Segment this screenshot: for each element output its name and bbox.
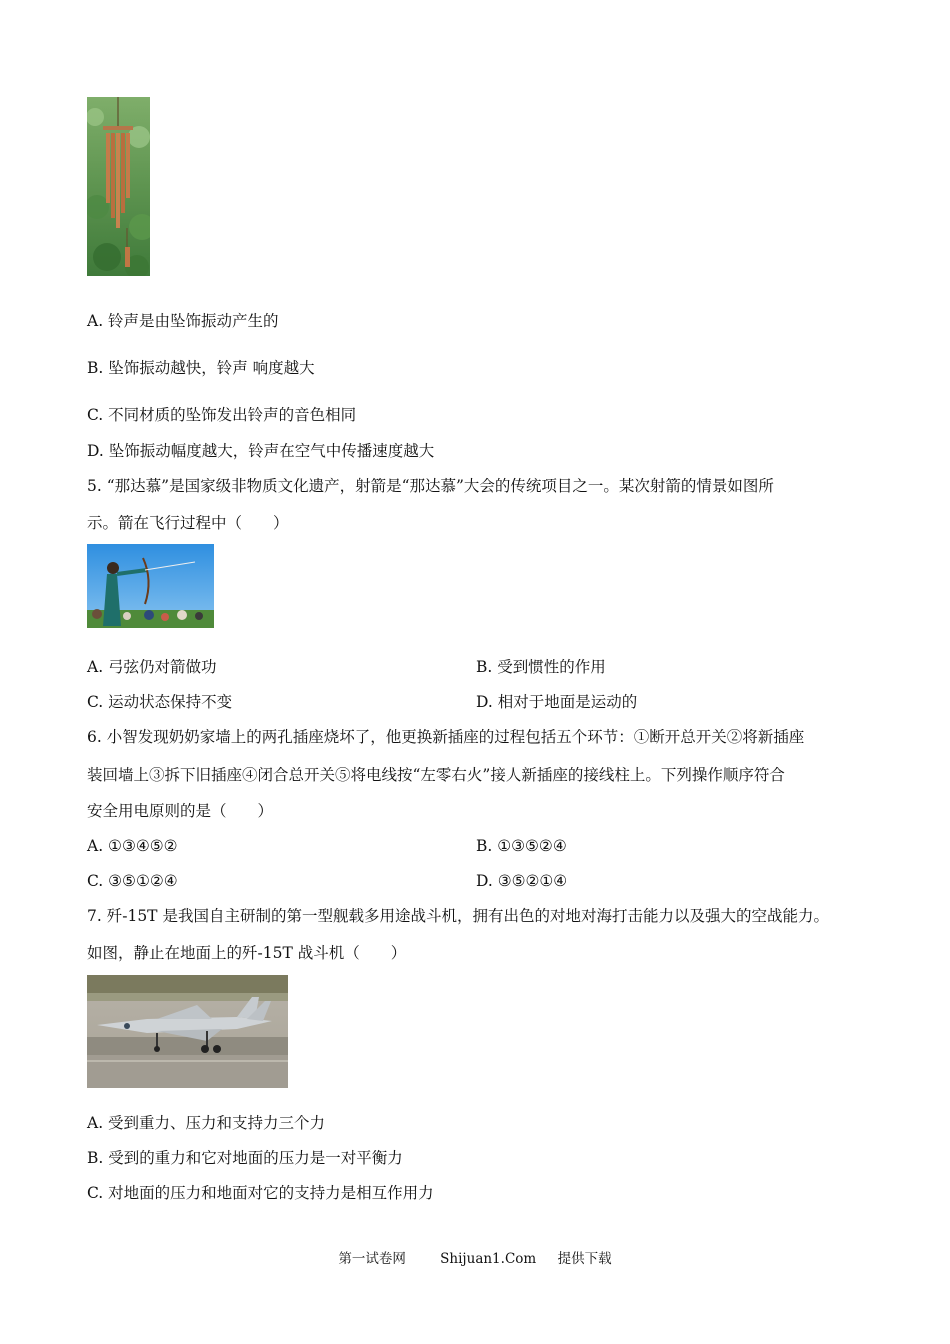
q4-option-b: B. 坠饰振动越快，铃声 响度越大	[87, 359, 315, 377]
q7-stem-line-1: 7. 歼-15T 是我国自主研制的第一型舰载多用途战斗机，拥有出色的对地对海打击能力以及强大的空战能力。	[87, 907, 829, 925]
q7-option-b: B. 受到的重力和它对地面的压力是一对平衡力	[87, 1149, 403, 1167]
fighter-jet-image	[87, 975, 288, 1088]
archery-image	[87, 544, 214, 628]
q4-option-d: D. 坠饰振动幅度越大，铃声在空气中传播速度越大	[87, 442, 435, 460]
q6-option-c: C. ③⑤①②④	[87, 872, 178, 890]
q5-option-d: D. 相对于地面是运动的	[476, 693, 638, 711]
q6-option-d: D. ③⑤②①④	[476, 872, 568, 890]
q5-option-a: A. 弓弦仍对箭做功	[87, 658, 217, 676]
wind-chime-image	[87, 97, 150, 276]
q7-option-a: A. 受到重力、压力和支持力三个力	[87, 1114, 326, 1132]
q4-option-a: A. 铃声是由坠饰振动产生的	[87, 312, 279, 330]
q7-option-c: C. 对地面的压力和地面对它的支持力是相互作用力	[87, 1184, 434, 1202]
q5-stem-line-2: 示。箭在飞行过程中（ ）	[87, 514, 289, 532]
q6-stem-line-1: 6. 小智发现奶奶家墙上的两孔插座烧坏了，他更换新插座的过程包括五个环节：①断开总开关②将新插座	[87, 728, 805, 746]
q6-option-b: B. ①③⑤②④	[476, 837, 567, 855]
q6-option-a: A. ①③④⑤②	[87, 837, 178, 855]
q4-option-c: C. 不同材质的坠饰发出铃声的音色相同	[87, 406, 357, 424]
page-footer: 第一试卷网 Shijuan1.Com 提供下载	[338, 1251, 612, 1267]
q6-stem-line-3: 安全用电原则的是（ ）	[87, 802, 274, 820]
q5-stem-line-1: 5. “那达慕”是国家级非物质文化遗产，射箭是“那达慕”大会的传统项目之一。某次射箭的情景如图所	[87, 477, 774, 495]
q5-option-c: C. 运动状态保持不变	[87, 693, 233, 711]
q7-stem-line-2: 如图，静止在地面上的歼-15T 战斗机（ ）	[87, 944, 407, 962]
q5-option-b: B. 受到惯性的作用	[476, 658, 606, 676]
q6-stem-line-2: 装回墙上③拆下旧插座④闭合总开关⑤将电线按“左零右火”接人新插座的接线柱上。下列操作顺序符合	[87, 766, 785, 784]
